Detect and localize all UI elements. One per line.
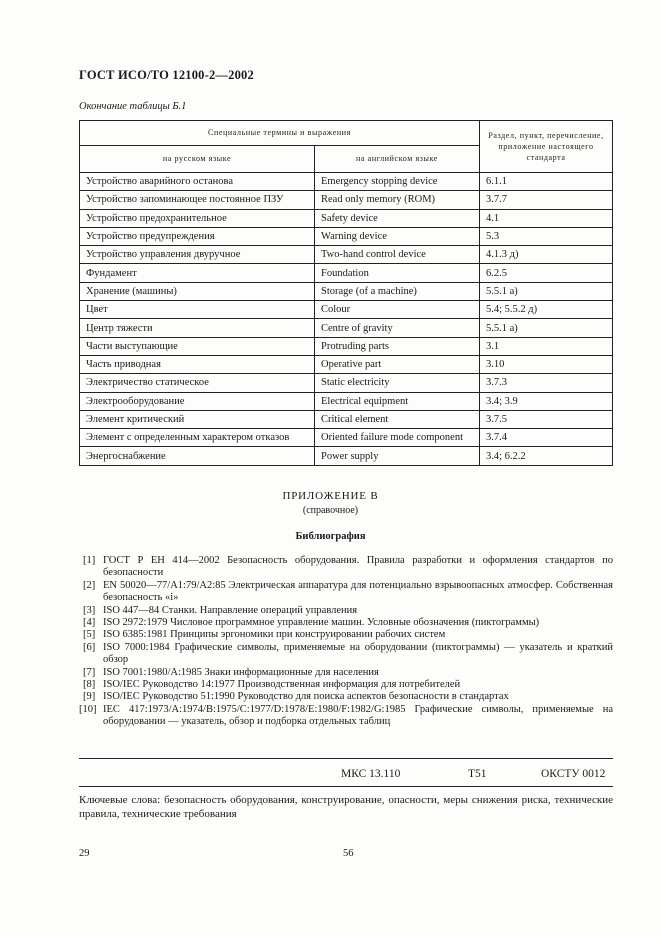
table-row	[80, 337, 613, 355]
bibliography-text: IEC 417:1973/A:1974/B:1975/C:1977/D:1978/E:1980/F:1982/G:1985 Графические символы, применяемые на оборудовании — указатель, обзор и подборка отдельных таблиц	[103, 703, 613, 728]
table-row	[80, 447, 613, 465]
table-row	[80, 392, 613, 410]
table-row	[80, 301, 613, 319]
term-section: 5.4; 5.5.2 д)	[480, 301, 613, 319]
table-row	[80, 246, 613, 264]
bibliography-title: Библиография	[295, 531, 366, 542]
table-row	[80, 173, 613, 191]
term-english: Protruding parts	[315, 337, 480, 355]
table-row	[80, 410, 613, 428]
table-row	[80, 264, 613, 282]
term-section: 5.3	[480, 227, 613, 245]
table-row	[80, 355, 613, 373]
term-english: Safety device	[315, 209, 480, 227]
bibliography-text: ISO/IEC Руководство 14:1977 Производственная информация для потребителей	[103, 679, 461, 691]
bibliography-text: ГОСТ Р ЕН 414—2002 Безопасность оборудования. Правила разработки и оформления стандартов по безопасности	[103, 555, 613, 579]
term-russian: Хранение (машины)	[80, 282, 315, 300]
bibliography-number: [4]	[83, 617, 96, 629]
term-english: Warning device	[315, 227, 480, 245]
term-russian: Центр тяжести	[80, 319, 315, 337]
page-number: 56	[343, 848, 354, 859]
bibliography-number: [7]	[83, 666, 96, 678]
term-section: 3.7.7	[480, 191, 613, 209]
term-russian: Устройство предохранительное	[80, 209, 315, 227]
term-section: 3.7.5	[480, 410, 613, 428]
term-section: 6.2.5	[480, 264, 613, 282]
bibliography-text: ISO 7000:1984 Графические символы, применяемые на оборудовании (пиктограммы) — указатель и краткий обзор	[103, 641, 613, 666]
t-code: Т51	[468, 768, 487, 780]
bibliography-number: [3]	[83, 604, 96, 616]
term-english: Emergency stopping device	[315, 173, 480, 191]
term-english: Storage (of a machine)	[315, 282, 480, 300]
term-section: 3.4; 3.9	[480, 392, 613, 410]
bibliography-text: ISO 7001:1980/A:1985 Знаки информационные для населения	[103, 666, 379, 678]
divider-top	[79, 758, 613, 759]
header-english: на английском языке	[315, 146, 480, 173]
term-russian: Устройство управления двуручное	[80, 246, 315, 264]
appendix-subtitle: (справочное)	[302, 505, 359, 516]
term-section: 3.1	[480, 337, 613, 355]
term-section: 3.10	[480, 355, 613, 373]
divider-bottom	[79, 786, 613, 787]
bibliography-item	[79, 642, 613, 667]
bibliography-item	[79, 580, 613, 605]
table-caption: Окончание таблицы Б.1	[79, 101, 187, 112]
term-section: 3.4; 6.2.2	[480, 447, 613, 465]
bibliography-number: [8]	[83, 679, 96, 691]
mks-code: МКС 13.110	[341, 768, 401, 780]
term-section: 3.7.4	[480, 429, 613, 447]
bibliography-item	[79, 555, 613, 580]
header-section: Раздел, пункт, перечисление, приложение настоящего стандарта	[480, 121, 613, 173]
term-section: 5.5.1 а)	[480, 282, 613, 300]
term-russian: Устройство аварийного останова	[80, 173, 315, 191]
header-russian: на русском языке	[80, 146, 315, 173]
table-row	[80, 209, 613, 227]
bibliography-item	[79, 629, 613, 641]
term-russian: Элемент с определенным характером отказов	[80, 429, 315, 447]
term-english: Two-hand control device	[315, 246, 480, 264]
bibliography-item	[79, 679, 613, 691]
term-english: Read only memory (ROM)	[315, 191, 480, 209]
term-russian: Электрооборудование	[80, 392, 315, 410]
keywords: Ключевые слова: безопасность оборудования, конструирование, опасности, меры снижения риска, технические правила, технические требования	[79, 794, 613, 820]
bibliography-number: [9]	[83, 691, 96, 703]
bibliography-number: [1]	[83, 555, 96, 566]
term-russian: Часть приводная	[80, 355, 315, 373]
term-russian: Устройство предупреждения	[80, 227, 315, 245]
term-english: Static electricity	[315, 374, 480, 392]
bibliography-text: EN 50020—77/A1:79/A2:85 Электрическая аппаратура для потенциально взрывоопасных атмосфер. Собственная безопасность «i»	[103, 579, 613, 604]
bibliography-number: [2]	[83, 579, 96, 591]
bibliography-list	[79, 555, 613, 729]
term-section: 3.7.3	[480, 374, 613, 392]
bibliography-item	[79, 667, 613, 679]
term-english: Operative part	[315, 355, 480, 373]
table-row	[80, 319, 613, 337]
term-english: Electrical equipment	[315, 392, 480, 410]
term-russian: Электричество статическое	[80, 374, 315, 392]
term-russian: Устройство запоминающее постоянное ПЗУ	[80, 191, 315, 209]
term-section: 5.5.1 а)	[480, 319, 613, 337]
term-russian: Части выступающие	[80, 337, 315, 355]
appendix-title: ПРИЛОЖЕНИЕ В	[282, 490, 379, 502]
header-special-terms: Специальные термины и выражения	[80, 121, 480, 146]
terms-table	[79, 120, 613, 466]
term-section: 4.1	[480, 209, 613, 227]
bibliography-number: [10]	[79, 703, 97, 715]
okstu-code: ОКСТУ 0012	[541, 768, 606, 780]
term-section: 4.1.3 д)	[480, 246, 613, 264]
table-row	[80, 227, 613, 245]
bibliography-number: [5]	[83, 629, 96, 641]
term-english: Colour	[315, 301, 480, 319]
bibliography-item	[79, 691, 613, 703]
bibliography-item	[79, 617, 613, 629]
table-row	[80, 191, 613, 209]
bibliography-text: ISO 2972:1979 Числовое программное управление машин. Условные обозначения (пиктограммы)	[103, 617, 540, 629]
term-english: Critical element	[315, 410, 480, 428]
term-english: Centre of gravity	[315, 319, 480, 337]
term-section: 6.1.1	[480, 173, 613, 191]
bibliography-text: ISO 6385:1981 Принципы эргономики при конструировании рабочих систем	[103, 629, 446, 641]
table-row	[80, 429, 613, 447]
term-russian: Энергоснабжение	[80, 447, 315, 465]
table-row	[80, 282, 613, 300]
bibliography-item	[79, 605, 613, 617]
bibliography-item	[79, 704, 613, 729]
bibliography-text: ISO 447—84 Станки. Направление операций управления	[103, 604, 358, 616]
document-header: ГОСТ ИСО/ТО 12100-2—2002	[79, 68, 254, 82]
term-russian: Элемент критический	[80, 410, 315, 428]
table-row	[80, 374, 613, 392]
term-english: Foundation	[315, 264, 480, 282]
term-russian: Фундамент	[80, 264, 315, 282]
term-russian: Цвет	[80, 301, 315, 319]
term-english: Power supply	[315, 447, 480, 465]
footer-left-number: 29	[79, 848, 90, 859]
bibliography-text: ISO/IEC Руководство 51:1990 Руководство для поиска аспектов безопасности в стандартах	[103, 691, 509, 703]
term-english: Oriented failure mode component	[315, 429, 480, 447]
bibliography-number: [6]	[83, 641, 96, 653]
